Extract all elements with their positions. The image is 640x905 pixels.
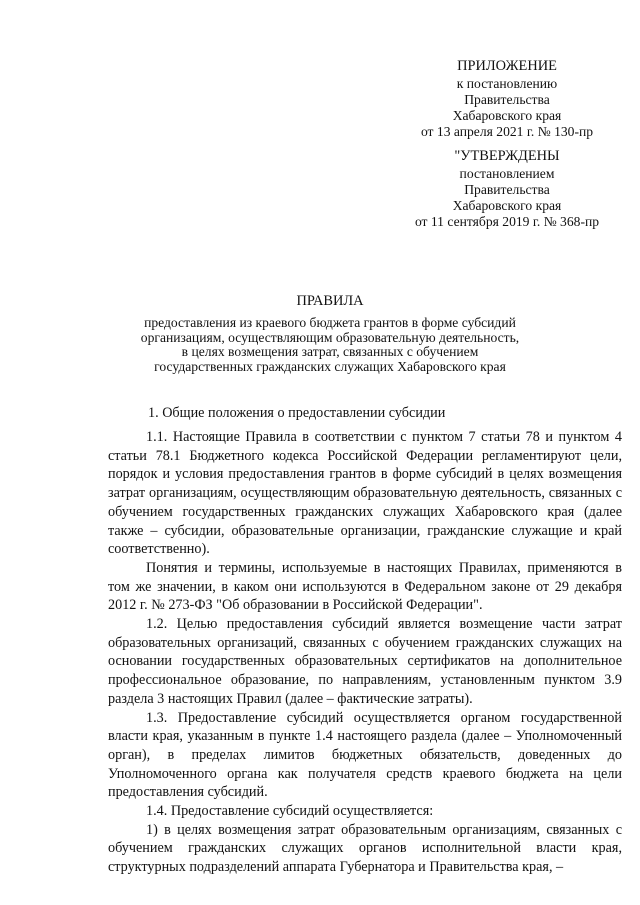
- approved-line: Хабаровского края: [452, 198, 562, 213]
- rules-subtitle-line: государственных гражданских служащих Хабаровского края: [154, 358, 506, 374]
- paragraph: 1.3. Предоставление субсидий осуществляется органом государственной власти края, указанным в пункте 1.4 настоящего раздела (далее – Уполномоченный орган), в пределах лимитов бюджетных обязательств, доведенных до Уполномоченного органа как получателя средств краевого бюджета на цели предоставления субсидий.: [108, 709, 622, 801]
- rules-subtitle-line: организациям, осуществляющим образовательную деятельность,: [140, 329, 520, 345]
- appendix-line: Хабаровского края: [452, 108, 562, 123]
- appendix-line: Правительства: [464, 92, 550, 107]
- approved-line: от 11 сентября 2019 г. № 368-пр: [414, 214, 600, 229]
- approved-line: постановлением: [459, 166, 555, 181]
- spacer: [392, 140, 622, 148]
- rules-title: ПРАВИЛА: [296, 293, 364, 309]
- appendix-line: к постановлению: [456, 76, 558, 91]
- appendix-block: [392, 58, 622, 230]
- appendix-line: от 13 апреля 2021 г. № 130-пр: [420, 124, 594, 139]
- rules-subtitle-line: предоставления из краевого бюджета грантов в форме субсидий: [144, 315, 516, 330]
- rules-subtitle-line: в целях возмещения затрат, связанных с обучением: [181, 344, 479, 359]
- approved-line: Правительства: [464, 182, 550, 197]
- body-text: [108, 428, 622, 877]
- rules-heading-block: [100, 292, 560, 374]
- paragraph: 1.4. Предоставление субсидий осуществляется:: [146, 803, 434, 820]
- approved-title: "УТВЕРЖДЕНЫ: [454, 148, 560, 164]
- paragraph: 1) в целях возмещения затрат образовательным организациям, связанных с обучением гражданских служащих органов исполнительной власти края, структурных подразделений аппарата Губернатора и Правительства края, –: [108, 821, 622, 876]
- appendix-title: ПРИЛОЖЕНИЕ: [457, 58, 557, 74]
- paragraph: Понятия и термины, используемые в настоящих Правилах, применяются в том же значении, в каком они используются в Федеральном законе от 29 декабря 2012 г. № 273-ФЗ "Об образовании в Российской Федерации".: [108, 559, 622, 614]
- section-heading: 1. Общие положения о предоставлении субсидии: [148, 405, 446, 421]
- paragraph: 1.1. Настоящие Правила в соответствии с пунктом 7 статьи 78 и пунктом 4 статьи 78.1 Бюджетного кодекса Российской Федерации регламентируют цели, порядок и условия предоставления грантов в форме субсидий в целях возмещения затрат организациям, осуществляющим образовательную деятельность, связанных с обучением государственных гражданских служащих Хабаровского края (далее также – субсидии, образовательные организации, гражданские служащие и край соответственно).: [108, 429, 622, 558]
- paragraph: 1.2. Целью предоставления субсидий является возмещение части затрат образовательных организаций, связанных с обучением гражданских служащих на основании государственных образовательных сертификатов на дополнительное профессиональное образование, по направлениям, установленным пунктом 3.9 раздела 3 настоящих Правил (далее – фактические затраты).: [108, 616, 622, 707]
